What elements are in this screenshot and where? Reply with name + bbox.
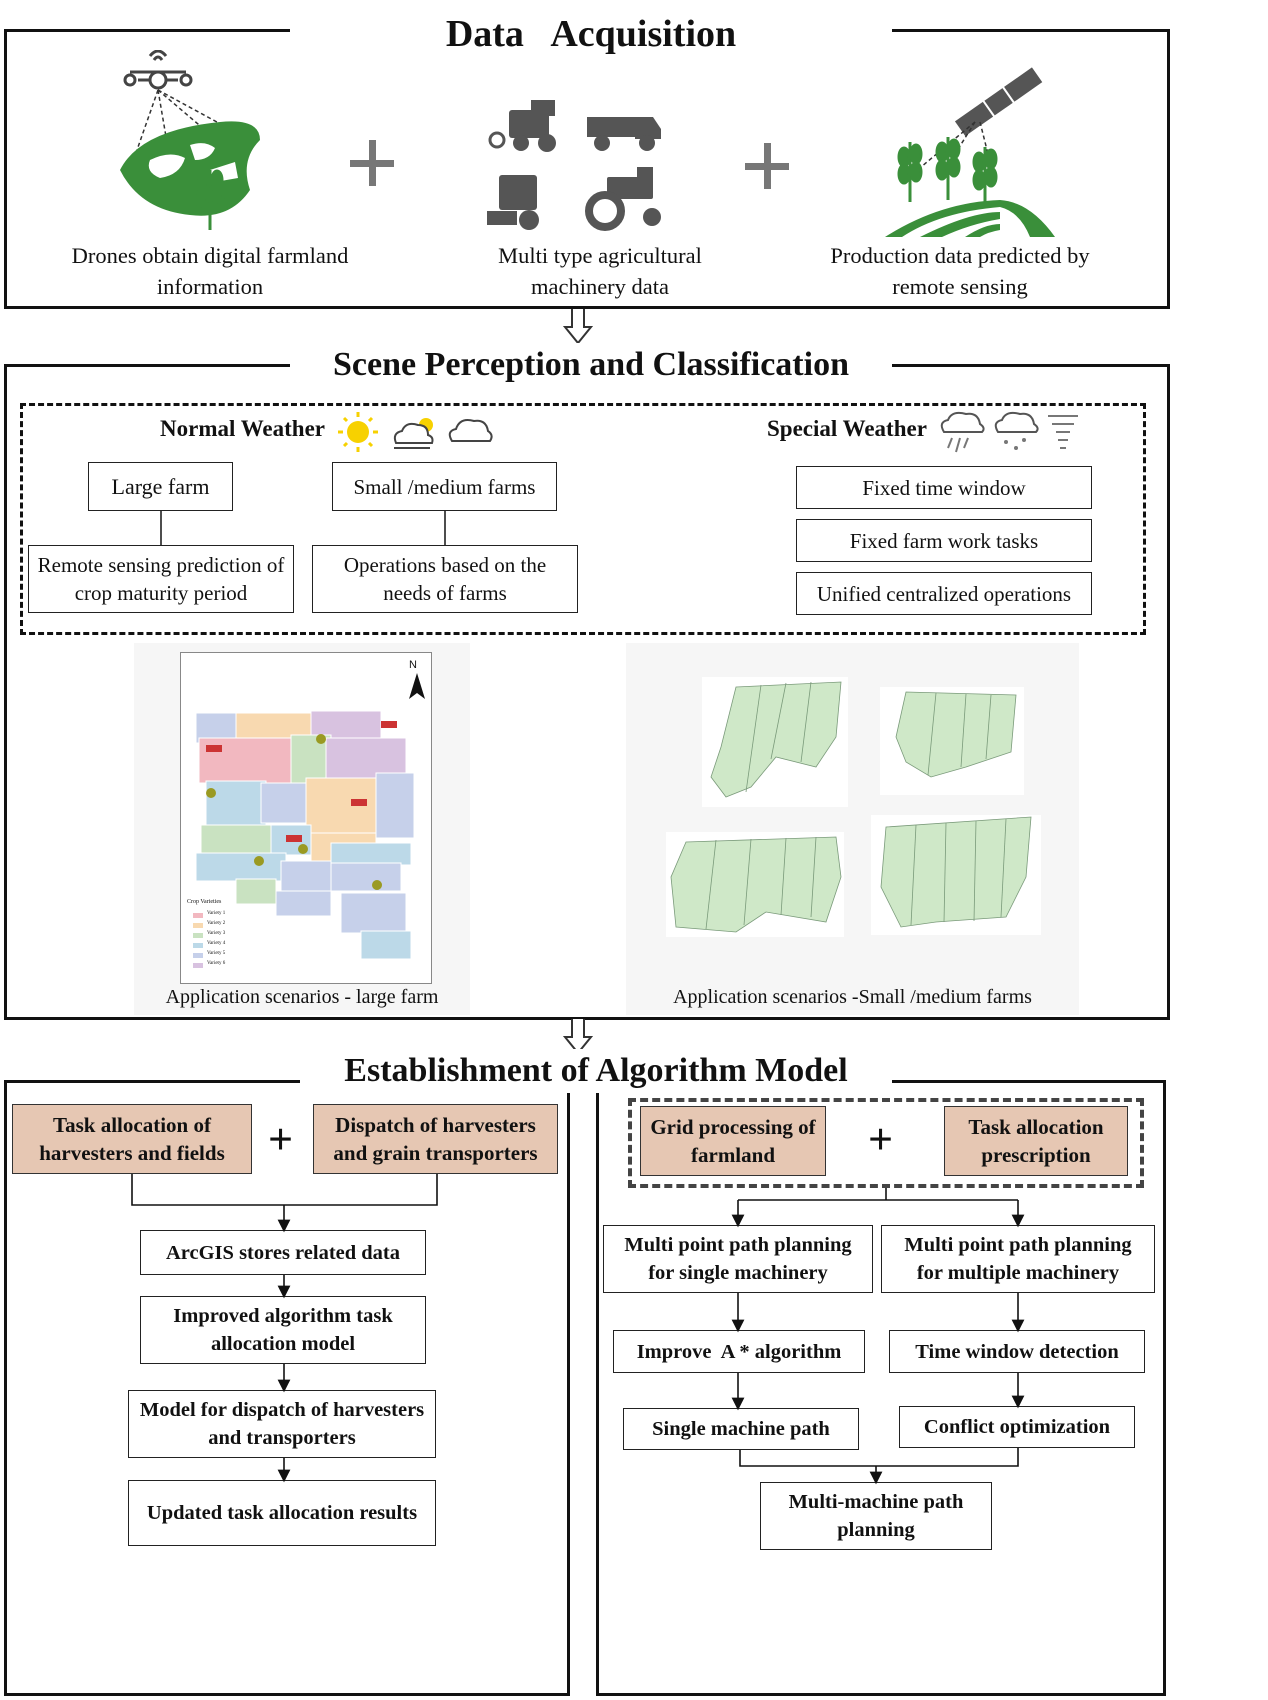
small-farms-maps: [666, 677, 1046, 947]
legend-item: Variety 4: [207, 941, 226, 946]
large-farm-detail-box: Remote sensing prediction of crop maturity period: [28, 545, 294, 613]
legend-swatch: [193, 953, 203, 958]
time-window-detection-box: Time window detection: [889, 1330, 1145, 1373]
legend-swatch: [193, 963, 203, 968]
fixed-farm-work-tasks-box: Fixed farm work tasks: [796, 519, 1092, 562]
scene-perception-title: Scene Perception and Classification: [290, 343, 892, 387]
small-farm-detail-box: Operations based on the needs of farms: [312, 545, 578, 613]
task-prescription-input-box: Task allocation prescription: [944, 1106, 1128, 1176]
large-farm-caption: Application scenarios - large farm: [165, 986, 439, 1008]
multi-machine-path-box: Multi-machine path planning: [760, 1482, 992, 1550]
legend-swatch: [193, 943, 203, 948]
agricultural-machinery-icon: [487, 95, 667, 235]
legend-item: Variety 6: [207, 961, 226, 966]
legend-swatch: [193, 933, 203, 938]
legend-item: Variety 1: [207, 911, 226, 916]
north-arrow-icon: [409, 673, 425, 699]
grid-processing-input-box: Grid processing of farmland: [640, 1106, 826, 1176]
improved-task-allocation-box: Improved algorithm task allocation model: [140, 1296, 426, 1364]
legend-item: Variety 3: [207, 931, 226, 936]
special-weather-label: Special Weather: [767, 416, 927, 441]
legend-item: Variety 5: [207, 951, 226, 956]
north-label: N: [409, 659, 417, 671]
large-farm-box: Large farm: [88, 462, 233, 511]
legend-title: Crop Varieties: [187, 899, 222, 905]
single-machinery-planning-box: Multi point path planning for single machinery: [603, 1225, 873, 1293]
legend-swatch: [193, 913, 203, 918]
normal-weather-label: Normal Weather: [160, 416, 326, 441]
algorithm-model-title: Establishment of Algorithm Model: [300, 1049, 892, 1093]
single-machine-path-box: Single machine path: [623, 1408, 859, 1450]
multiple-machinery-planning-box: Multi point path planning for multiple machinery: [881, 1225, 1155, 1293]
plus-sign: [745, 143, 789, 189]
data-acquisition-title: Data Acquisition: [290, 12, 892, 56]
rain-cloud-icon: [938, 408, 986, 456]
remote-sensing-caption: Production data predicted by remote sensing: [830, 243, 1090, 299]
arcgis-step-box: ArcGIS stores related data: [140, 1230, 426, 1275]
cloud-icon: [446, 413, 494, 447]
conflict-optimization-box: Conflict optimization: [899, 1406, 1135, 1448]
down-arrow-icon: [563, 309, 593, 345]
drone-caption: Drones obtain digital farmland information: [71, 243, 349, 299]
legend-item: Variety 2: [207, 921, 226, 926]
large-farm-map: [180, 652, 432, 984]
partly-cloudy-icon: [388, 413, 442, 453]
sun-icon: [336, 410, 380, 454]
snow-cloud-icon: [992, 408, 1040, 456]
legend-swatch: [193, 923, 203, 928]
small-farms-caption: Application scenarios -Small /medium farms: [673, 986, 1032, 1008]
tornado-icon: [1046, 410, 1080, 454]
fixed-time-window-box: Fixed time window: [796, 466, 1092, 509]
improve-a-star-box: Improve A * algorithm: [613, 1330, 865, 1373]
dispatch-input-box: Dispatch of harvesters and grain transporters: [313, 1104, 558, 1174]
satellite-crop-icon: [880, 62, 1065, 237]
dispatch-model-box: Model for dispatch of harvesters and transporters: [128, 1390, 436, 1458]
plus-sign: +: [868, 1115, 894, 1164]
plus-sign: +: [268, 1115, 294, 1164]
drone-farmland-icon: [110, 50, 270, 235]
machinery-caption: Multi type agricultural machinery data: [498, 243, 702, 299]
updated-results-box: Updated task allocation results: [128, 1480, 436, 1546]
unified-centralized-operations-box: Unified centralized operations: [796, 572, 1092, 615]
small-medium-farms-box: Small /medium farms: [332, 462, 557, 511]
plus-sign: [350, 140, 394, 186]
task-allocation-input-box: Task allocation of harvesters and fields: [12, 1104, 252, 1174]
